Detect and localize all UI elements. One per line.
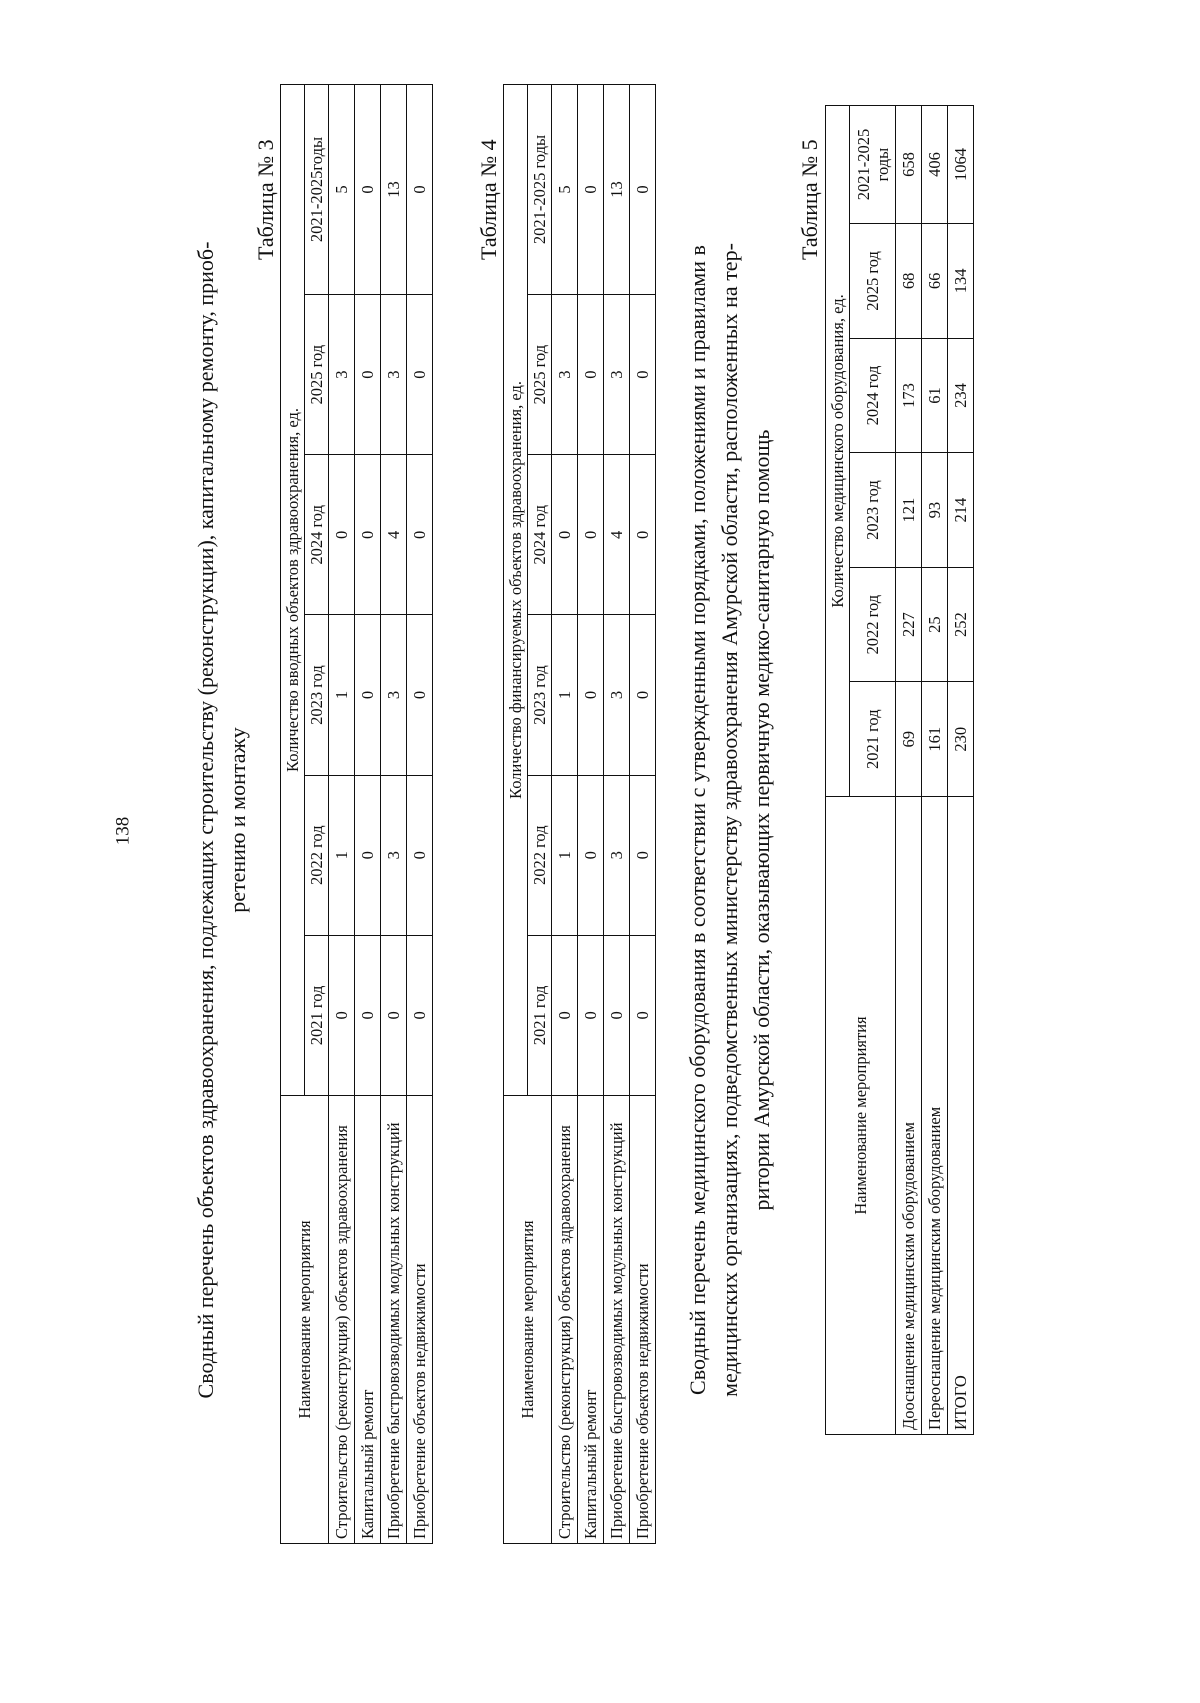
cell: 0 — [407, 615, 433, 775]
cell: 0 — [578, 455, 604, 615]
row-name: Приобретение объектов недвижимости — [407, 1096, 433, 1544]
cell: 230 — [948, 682, 974, 797]
cell: 0 — [552, 455, 578, 615]
cell: 3 — [604, 295, 630, 455]
row-name: Переоснащение медицинским оборудованием — [922, 797, 948, 1435]
table4-name-header: Наименование мероприятия — [504, 1096, 552, 1544]
table5-year-header: 2021 год — [850, 682, 896, 797]
cell: 13 — [381, 85, 407, 295]
cell: 0 — [329, 455, 355, 615]
cell: 0 — [381, 935, 407, 1095]
cell: 25 — [922, 567, 948, 682]
section1-heading-line2: ретению и монтажу — [225, 727, 250, 913]
cell: 66 — [922, 224, 948, 339]
cell: 0 — [578, 935, 604, 1095]
cell: 234 — [948, 338, 974, 453]
table5-year-header: 2023 год — [850, 453, 896, 568]
cell: 406 — [922, 106, 948, 224]
table4-caption: Таблица № 4 — [476, 139, 501, 260]
table4 — [503, 84, 656, 1544]
cell: 214 — [948, 453, 974, 568]
cell: 1 — [329, 615, 355, 775]
table4-year-header: 2023 год — [528, 615, 552, 775]
table4-year-header: 2024 год — [528, 455, 552, 615]
cell: 1064 — [948, 106, 974, 224]
row-name: ИТОГО — [948, 797, 974, 1435]
cell: 0 — [630, 935, 656, 1095]
row-name: Строительство (реконструкция) объектов здравоохранения — [552, 1096, 578, 1544]
cell: 68 — [896, 224, 922, 339]
table5 — [825, 105, 974, 1435]
cell: 0 — [407, 85, 433, 295]
cell: 0 — [604, 935, 630, 1095]
cell: 0 — [578, 85, 604, 295]
table4-group-header: Количество финансируемых объектов здравоохранения, ед. — [504, 85, 528, 1096]
table4-year-header: 2021-2025 годы — [528, 85, 552, 295]
cell: 0 — [578, 775, 604, 935]
cell: 134 — [948, 224, 974, 339]
table-row — [355, 85, 381, 1544]
cell: 4 — [604, 455, 630, 615]
row-name: Капитальный ремонт — [578, 1096, 604, 1544]
cell: 0 — [552, 935, 578, 1095]
row-name: Приобретение быстровозводимых модульных конструкций — [381, 1096, 407, 1544]
cell: 252 — [948, 567, 974, 682]
cell: 0 — [407, 935, 433, 1095]
cell: 4 — [381, 455, 407, 615]
table-row — [329, 85, 355, 1544]
cell: 0 — [355, 935, 381, 1095]
table-row — [896, 106, 922, 1435]
table5-name-header: Наименование мероприятия — [826, 797, 896, 1435]
cell: 121 — [896, 453, 922, 568]
table5-caption: Таблица № 5 — [797, 139, 822, 260]
table4-year-header: 2025 год — [528, 295, 552, 455]
table3-year-header: 2022 год — [305, 775, 329, 935]
row-name: Приобретение быстровозводимых модульных конструкций — [604, 1096, 630, 1544]
cell: 5 — [552, 85, 578, 295]
table-row — [922, 106, 948, 1435]
cell: 0 — [407, 775, 433, 935]
cell: 658 — [896, 106, 922, 224]
table-row — [381, 85, 407, 1544]
cell: 13 — [604, 85, 630, 295]
cell: 0 — [630, 615, 656, 775]
cell: 69 — [896, 682, 922, 797]
cell: 0 — [355, 455, 381, 615]
table3 — [280, 84, 433, 1544]
cell: 0 — [407, 455, 433, 615]
rotated-page-content — [180, 90, 1070, 1550]
section1-heading — [190, 90, 254, 1550]
cell: 5 — [329, 85, 355, 295]
cell: 0 — [407, 295, 433, 455]
cell: 1 — [329, 775, 355, 935]
table5-year-header: 2022 год — [850, 567, 896, 682]
section2-heading-line1: Сводный перечень медицинского оборудования в соответствии с утвержденными порядками, положениями и правилами в — [685, 245, 710, 1395]
table-row — [604, 85, 630, 1544]
table-row — [948, 106, 974, 1435]
page-number: 138 — [112, 816, 134, 846]
row-name: Строительство (реконструкция) объектов здравоохранения — [329, 1096, 355, 1544]
section1-heading-line1: Сводный перечень объектов здравоохранения, подлежащих строительству (реконструкции), капитальному ремонту, приоб- — [193, 241, 218, 1399]
table3-group-header: Количество вводных объектов здравоохранения, ед. — [281, 85, 305, 1096]
table3-year-header: 2021 год — [305, 935, 329, 1095]
cell: 3 — [381, 775, 407, 935]
row-name: Приобретение объектов недвижимости — [630, 1096, 656, 1544]
table3-year-header: 2025 год — [305, 295, 329, 455]
cell: 0 — [355, 295, 381, 455]
cell: 1 — [552, 615, 578, 775]
cell: 0 — [630, 295, 656, 455]
cell: 3 — [329, 295, 355, 455]
cell: 93 — [922, 453, 948, 568]
section2-heading-line3: ритории Амурской области, оказывающих первичную медико-санитарную помощь — [749, 429, 774, 1211]
table4-year-header: 2022 год — [528, 775, 552, 935]
cell: 0 — [355, 615, 381, 775]
table5-year-header: 2021-2025 годы — [850, 106, 896, 224]
cell: 0 — [630, 455, 656, 615]
cell: 0 — [355, 775, 381, 935]
cell: 3 — [381, 295, 407, 455]
table5-group-header: Количество медицинского оборудования, ед. — [826, 106, 850, 797]
table-row — [630, 85, 656, 1544]
cell: 0 — [578, 295, 604, 455]
table5-year-header: 2025 год — [850, 224, 896, 339]
cell: 0 — [578, 615, 604, 775]
table-row — [407, 85, 433, 1544]
cell: 3 — [381, 615, 407, 775]
table-row — [552, 85, 578, 1544]
cell: 0 — [355, 85, 381, 295]
cell: 0 — [329, 935, 355, 1095]
cell: 0 — [630, 85, 656, 295]
section2-heading — [682, 90, 778, 1550]
cell: 173 — [896, 338, 922, 453]
cell: 0 — [630, 775, 656, 935]
table3-year-header: 2023 год — [305, 615, 329, 775]
section2-heading-line2: медицинских организациях, подведомственных министерству здравоохранения Амурской области, расположенных на тер- — [717, 243, 742, 1397]
table3-year-header: 2024 год — [305, 455, 329, 615]
table5-year-header: 2024 год — [850, 338, 896, 453]
row-name: Дооснащение медицинским оборудованием — [896, 797, 922, 1435]
table4-year-header: 2021 год — [528, 935, 552, 1095]
cell: 3 — [552, 295, 578, 455]
cell: 3 — [604, 775, 630, 935]
cell: 227 — [896, 567, 922, 682]
table3-name-header: Наименование мероприятия — [281, 1096, 329, 1544]
cell: 161 — [922, 682, 948, 797]
row-name: Капитальный ремонт — [355, 1096, 381, 1544]
table3-year-header: 2021-2025годы — [305, 85, 329, 295]
table-row — [578, 85, 604, 1544]
cell: 1 — [552, 775, 578, 935]
table3-caption: Таблица № 3 — [253, 139, 278, 260]
cell: 61 — [922, 338, 948, 453]
cell: 3 — [604, 615, 630, 775]
